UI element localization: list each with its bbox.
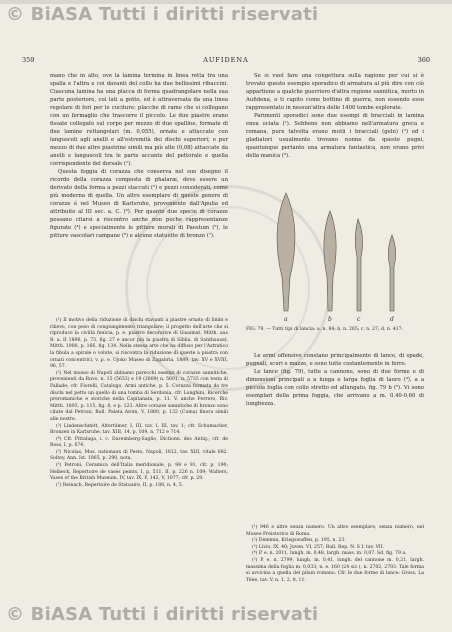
spearhead-a xyxy=(277,193,295,311)
page-number-right: 360 xyxy=(417,56,430,64)
figure-caption: FIG. 79. — Tutti tipi di lancia: a, n. 84; b, n. 265; c, n. 27; d, n. 417. xyxy=(246,327,404,332)
page-header xyxy=(0,56,452,68)
footnote: (⁴) Cfr. Pittaluga, i. c. Dareimberg-Saglio, Dictionn. des Antiq.; cfr. de Ross, I, p. 674. xyxy=(50,436,228,449)
right-column-lower-text xyxy=(246,352,424,408)
paragraph: Le lance (fig. 79), tutte a cannone, sono di due forme e di dimensioni principali a a lunga e larga foglia di lauro (⁴), a a piccola foglia con collo stretto ed allungato, fig. 79 b (⁵). Vi sono esemplari della prima foggia, che arrivano a m. 0,40-0,60 di lunghezza. xyxy=(246,369,424,407)
footnote: (³) Lindenschmitt, Altertümer, I, III, tav. I, III, tav. 1; cfr. Schumacher, Bronzen in Karlsruhe, tav. XIII, 14, p. 109, n. 712 e 714. xyxy=(50,423,228,436)
watermark-top: © BiASA Tutti i diritti riservati xyxy=(6,4,319,25)
spearheads-illustration xyxy=(246,185,424,325)
footnote: (¹) Il motivo della riduzione di dischi stavanti a piastre ornato di limbi e rilievo, con peso di congiungimento triangolare; il progetto dell'arte che si riproduce la civiltà fenicia, p. e. piastre decorative di Gisaimat, Mitth. aus B. a. II 1896, p. 73, fig. 27 e ancor più la piastra di Siblia, di Santhausat, Mitth. 1900, p. 166, fig. 134. Nella stessa arte che ha diffuso per l'Astratico la fibula a spirale o volute, si riscontra la riduzione di queste a piastra con ornati concentrici, v. p. e. Ujoko Museo di Zagabria, 1889, tav. XV e XVIII, 96, 57. xyxy=(50,318,228,370)
paragraph: Le armi offensive constano principalmente di lance, di spade, pugnali, scuri e mazze, e sono tutte costantemente in ferro. xyxy=(246,353,424,367)
footnote: (⁵) P. e. n. 2799, lungh. m. 0,41, lungh. del cannone m. 0,21, largh. massima della foglia m. 0,033; n. e. 160 (24 sic.), n. 2702, 2703. Tale forma si avvicina a quella del pilum romano. Cfr. le due forme di lance: Gross, La Tène, tav. V, n. 1, 2, 8, 11. xyxy=(246,557,424,583)
paragraph: Parimenti sporadici sono due esempi di bracciali in lamina enea ociata (¹). Sebbene non abbiamo nell'armatura greca e romana, pure talvolta erano mutii i bracciali (geln) (²) ed i gladiatori usualmente trovano nonne da queste pugni, quantunque pertanto una armatura fantastica, non erano privi della manica (³). xyxy=(246,113,424,159)
left-footnotes xyxy=(50,318,228,489)
figure-letter-c: c xyxy=(357,316,361,323)
page-number-left: 359 xyxy=(22,56,35,64)
footnote: (⁵) Nicolas, Mus. nationaux di Pesto, Napoli, 1812, tav. XIII, vitale 682. Soltey, Ann. Ist. 1865, p. 290, nota. xyxy=(50,449,228,462)
spearhead-d xyxy=(388,235,395,311)
paragraph: Se si vuol fare una congettura sulla ragione per cui si è trovato questo esempio sporadico di armatura al più dire con ciò appartiene a qualche guerriero d'altra regione sannitica, morto in Aufidena, o ti capito come bottino di guerra, non essendo esso rappresentato in nessun'altra delle 1400 tombe esplorate. xyxy=(246,73,424,111)
figure-spearheads xyxy=(246,185,424,325)
paragraph: Questa foggia di corazza che conserva nel suo disegno il ricordo della corazza composta di phalaræ, deve essere un derivato della forma a pezzi staccati (²) e pezzi considerati, come più moderna di quella. Un altro esemplare di queste genere di corazze è nel Museo di Karlsruhe, proveniente dall'Apulia ed attribuito al III sec. a. C. (³). Per quanto due specie di corazze possano citarsi a riscontro anche non poche rappresentanze figurate (⁴) e specialmente le pitture murali di Paestum (⁵), le pitture vascolari campane (⁶) e alcune statuette di bronzo (⁷). xyxy=(50,169,228,239)
footnote: (⁶) Petroni, Ceramica dell'Italia meridionale, p. 98 e 91, cfr. p. 190; Helbeck, Repertoire de vases peints, I, p. 511, II, p. 226 n. 109; Walters, Vases of the British Museum, IV, tav. IX, F, 142, V, 1077; cfr. p. 29. xyxy=(50,463,228,482)
footnote: (⁷) Reinach, Repertoire de Statuaire, II, p. 188, n. 4, 5. xyxy=(56,482,184,488)
paragraph: mano che in alto, ove la lamina termina in linea retta tra una spalla e l'altra e coi davanti del collo ha due bellissimi ribaccini. Ciascuna lamina ha una placca di forma quadrangolare nella sua parte posteriore, coi lati a gotto, ed è attraversata da una linea regolare di fori per le cuciture: placche di rame che si collegano con un fermaglio che trascorre il piccolo. Le due piastre erano fissate collegate sul corpo per mezzo di due spalline, formate di due lamine rettangolari (m. 0,055), ornate e attaccate con languscoli agli anelli e all'estremità dei dischi superiori; e per mezzo di due altre piastrine simili ma più alte (0,08) attaccate da anelli e languscoli tra le parte accante del pettorale e quella corrispondente del dorsale (¹). xyxy=(50,73,228,167)
watermark-bottom: © BiASA Tutti i diritti riservati xyxy=(6,604,319,625)
running-title: AUFIDENA xyxy=(203,56,249,64)
right-footnotes xyxy=(246,525,424,584)
spearhead-b xyxy=(324,211,336,311)
figure-letter-a: a xyxy=(284,316,288,323)
figure-letter-d: d xyxy=(390,316,394,323)
footnote: (²) Demmin, Kriegswaffen, p. 195, n. 23. xyxy=(252,538,346,544)
footnote: (²) Nel museo di Napoli abbiamo parecchi esempi di corazze sannitiche, provenienti da Ruvo, n. 15 (5653) e 19 (2809) n. 5691, n. 5735 con testa di Pallade; cfr. Fiorelli, Catalogo, Armi antiche, p. 5. Corazza formata da tre dischi nel petto un quello di una tomba di Serdonia, cfr. Longhini, Ricerche preromaniche e storiche nella Capitanata, p. 11. V. anche Ferrero, Riv. Mitth. 1893, p. 115, fig. 8, e p. 123. Altre corazze sannitiche di bronzo sono citate dal Petroni, Bull. Paleta Arom. V, 1880, p. 132 (Cuma) finora simili alle nostre. xyxy=(50,370,228,422)
footnote: (³) Livio, IX, 40; Juven. VI, 257; Bull. Rep. N. S I. tav. VII. xyxy=(252,544,385,550)
figure-letter-b: b xyxy=(328,316,332,323)
footnote: (⁴) P. e. n. 2011, lungh. m. 0,48, largh. mass. m. 0,07. Sd. fig. 79 a. xyxy=(252,551,407,557)
spearhead-c xyxy=(355,219,362,311)
left-column-text xyxy=(50,72,228,240)
footnote: (¹) 946 e altre senza numero. Un altro esemplare, senza numero, nel Museo Preistorico di Roma. xyxy=(246,525,424,537)
right-column-text xyxy=(246,72,424,160)
